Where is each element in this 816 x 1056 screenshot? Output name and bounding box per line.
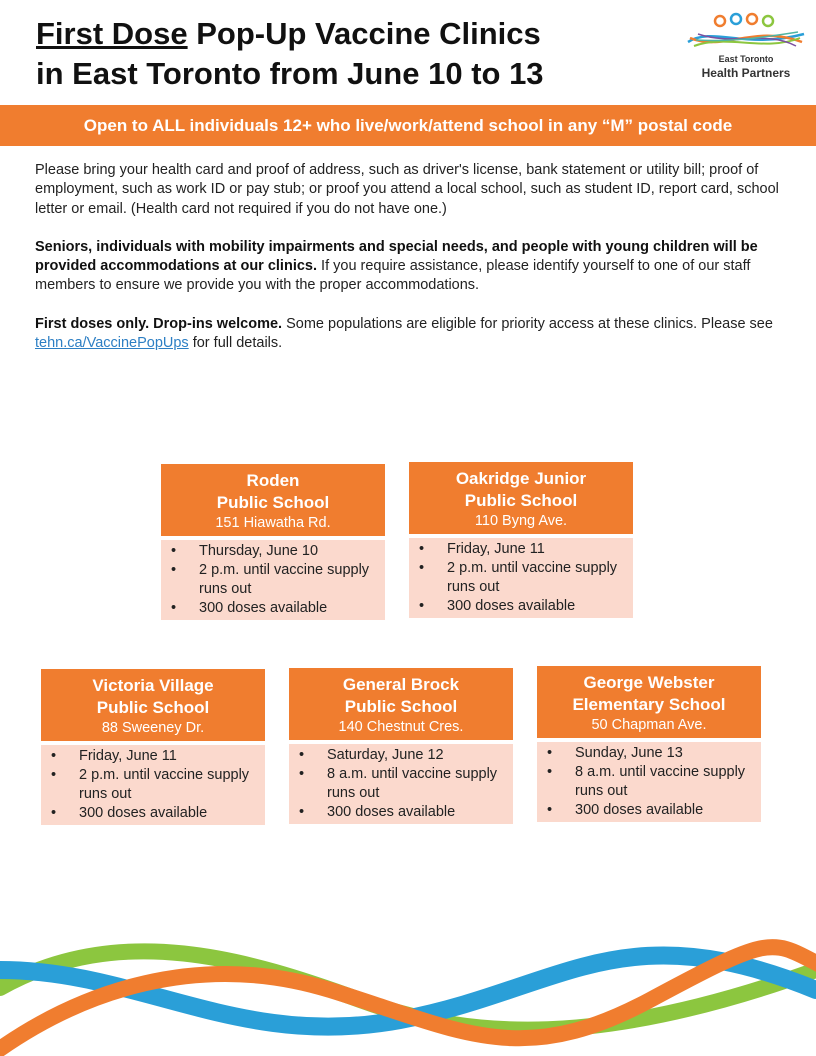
logo-head-green (763, 16, 773, 26)
clinic-card-header (537, 666, 761, 738)
clinic-time: • 2 p.m. until vaccine supply runs out (171, 561, 379, 599)
clinic-details (409, 538, 633, 618)
clinic-name-line-1: George Webster (583, 673, 715, 692)
clinic-date: • Saturday, June 12 (299, 746, 507, 765)
accommodations-bold: Seniors, individuals with mobility impairments and special needs, and people with young children will be provided accommodations at our clinics. (35, 238, 758, 275)
clinic-details (41, 745, 265, 825)
clinic-name-line-1: Roden (246, 471, 300, 490)
clinic-name-line-2: Public School (216, 493, 330, 512)
eligibility-paragraph (35, 315, 780, 354)
clinic-address: 140 Chestnut Cres. (338, 719, 464, 735)
clinic-date: • Sunday, June 13 (547, 744, 755, 763)
clinic-address: 88 Sweeney Dr. (101, 720, 205, 736)
clinic-name-line-2: Elementary School (572, 695, 726, 714)
clinic-address: 110 Byng Ave. (474, 513, 568, 529)
eligibility-banner: Open to ALL individuals 12+ who live/work/attend school in any “M” postal code (0, 105, 816, 146)
clinic-name-line-1: Victoria Village (92, 676, 214, 695)
title-rest: Pop-Up Vaccine Clinics (187, 16, 541, 51)
clinic-name-line-2: Public School (464, 491, 578, 510)
clinic-name-line-1: General Brock (342, 675, 460, 694)
eligibility-end: for full details. (188, 335, 283, 352)
clinic-name-line-1: Oakridge Junior (455, 469, 587, 488)
east-toronto-health-partners-logo (684, 12, 808, 84)
clinic-doses: • 300 doses available (299, 803, 507, 822)
info-text (35, 161, 780, 372)
clinic-card-victoria-village (41, 669, 265, 825)
clinic-card-oakridge (409, 462, 633, 618)
page-title (36, 14, 636, 94)
clinic-details (537, 742, 761, 822)
clinic-card-general-brock (289, 668, 513, 824)
clinic-card-header (409, 462, 633, 534)
clinic-details (161, 540, 385, 620)
title-line-1 (36, 14, 636, 54)
logo-head-orange-2 (747, 14, 757, 24)
id-requirements-paragraph: Please bring your health card and proof of address, such as driver's license, bank statement or utility bill; proof of employment, such as work ID or pay stub; or proof you attend a local school, such as student ID, report card, school letter or email. (Health card not required if you do not have one.) (35, 162, 779, 217)
clinic-time: • 8 a.m. until vaccine supply runs out (547, 763, 755, 801)
title-highlight: First Dose (36, 16, 188, 51)
title-line-2: in East Toronto from June 10 to 13 (36, 56, 544, 91)
clinic-address: 50 Chapman Ave. (591, 717, 707, 733)
clinic-doses: • 300 doses available (419, 597, 627, 616)
logo-line-2: Health Partners (701, 66, 791, 80)
logo-head-blue (731, 14, 741, 24)
eligibility-rest: Some populations are eligible for priority access at these clinics. Please see (282, 315, 773, 332)
decorative-waves (0, 930, 816, 1056)
clinic-card-header (289, 668, 513, 740)
clinic-doses: • 300 doses available (171, 599, 379, 618)
clinic-name-line-2: Public School (344, 697, 458, 716)
clinic-doses: • 300 doses available (547, 801, 755, 820)
clinic-date: • Friday, June 11 (419, 540, 627, 559)
clinic-time: • 2 p.m. until vaccine supply runs out (419, 559, 627, 597)
logo-line-1: East Toronto (718, 54, 774, 64)
clinic-card-george-webster (537, 666, 761, 822)
clinic-address: 151 Hiawatha Rd. (215, 515, 331, 531)
clinic-time: • 8 a.m. until vaccine supply runs out (299, 765, 507, 803)
logo-figures-icon (684, 12, 808, 56)
vaccine-popups-link[interactable]: tehn.ca/VaccinePopUps (35, 335, 189, 352)
clinic-card-header (161, 464, 385, 536)
accommodations-paragraph (35, 238, 780, 296)
clinic-date: • Friday, June 11 (51, 747, 259, 766)
clinic-card-header (41, 669, 265, 741)
clinic-date: • Thursday, June 10 (171, 542, 379, 561)
clinic-time: • 2 p.m. until vaccine supply runs out (51, 766, 259, 804)
clinic-name-line-2: Public School (96, 698, 210, 717)
clinic-card-roden (161, 464, 385, 620)
accommodations-rest: If you require assistance, please identify yourself to one of our staff members to ensure we provide you with the proper accommodations. (35, 258, 751, 294)
clinic-doses: • 300 doses available (51, 804, 259, 823)
first-doses-bold: First doses only. Drop-ins welcome. (35, 315, 283, 332)
logo-head-orange (715, 16, 725, 26)
clinic-details (289, 744, 513, 824)
